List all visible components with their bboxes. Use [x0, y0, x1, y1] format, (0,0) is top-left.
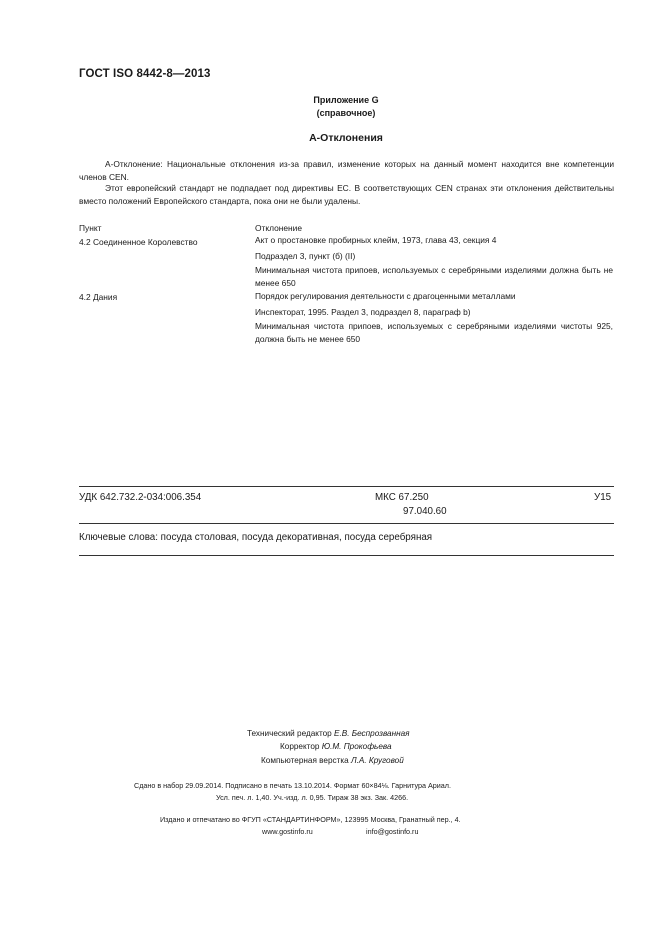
table-header-clause: Пункт	[79, 223, 102, 233]
appendix-kind: (справочное)	[316, 108, 376, 118]
credit-role: Технический редактор	[247, 729, 332, 738]
table-row-deviation: Подраздел 3, пункт (б) (II)	[255, 251, 356, 261]
credit-tech-editor	[247, 729, 410, 738]
paragraph-directive: Этот европейский стандарт не подпадает под директивы ЕС. В соответствующих CEN странах эти отклонения действительны вместо положений Европейского стандарта, пока они не были удалены.	[79, 183, 614, 206]
paragraph-definition: А-Отклонение: Национальные отклонения из-за правил, изменение которых на данный момент находится вне компетенции членов CEN.	[79, 159, 614, 182]
divider-middle	[79, 523, 614, 524]
imprint-line-2: Усл. печ. л. 1,40. Уч.-изд. л. 0,95. Тираж 38 экз. Зак. 4266.	[216, 793, 409, 802]
keywords: Ключевые слова: посуда столовая, посуда декоративная, посуда серебряная	[79, 532, 433, 543]
credit-name: Ю.М. Прокофьева	[321, 742, 392, 751]
okp-code: У15	[594, 492, 612, 503]
table-row-deviation: Инспекторат, 1995. Раздел 3, подраздел 8, параграф b)	[255, 307, 471, 317]
publisher-website: www.gostinfo.ru	[262, 827, 313, 836]
mks-code-1: МКС 67.250	[375, 492, 429, 503]
table-row-clause: 4.2 Соединенное Королевство	[79, 237, 198, 247]
appendix-title: А-Отклонения	[309, 132, 383, 144]
credit-role: Корректор	[280, 742, 320, 751]
divider-top	[79, 486, 614, 487]
credit-name: Л.А. Круговой	[350, 756, 404, 765]
imprint-line-1: Сдано в набор 29.09.2014. Подписано в печать 13.10.2014. Формат 60×84⅛. Гарнитура Ариал.	[134, 781, 451, 790]
table-row-deviation: Акт о простановке пробирных клейм, 1973, глава 43, секция 4	[255, 235, 497, 245]
credit-corrector	[280, 742, 392, 751]
table-row-clause: 4.2 Дания	[79, 292, 118, 302]
publisher-email: info@gostinfo.ru	[366, 827, 419, 836]
table-row-deviation: Минимальная чистота припоев, используемых с серебряными изделиями должна быть не менее 650	[255, 265, 613, 288]
imprint-line-3: Издано и отпечатано во ФГУП «СТАНДАРТИНФОРМ», 123995 Москва, Гранатный пер., 4.	[160, 815, 461, 824]
appendix-label: Приложение G	[313, 95, 379, 105]
credit-layout	[261, 756, 404, 765]
table-row-deviation: Порядок регулирования деятельности с драгоценными металлами	[255, 291, 516, 301]
mks-code-2: 97.040.60	[403, 506, 447, 517]
credit-role: Компьютерная верстка	[261, 756, 349, 765]
table-row-deviation: Минимальная чистота припоев, используемых с серебряными изделиями чистоты 925, должна быть не менее 650	[255, 321, 613, 344]
udk-code: УДК 642.732.2-034:006.354	[79, 492, 202, 503]
divider-bottom	[79, 555, 614, 556]
document-header: ГОСТ ISO 8442-8—2013	[79, 68, 211, 80]
table-header-deviation: Отклонение	[255, 223, 302, 233]
credit-name: Е.В. Беспрозванная	[334, 729, 410, 738]
